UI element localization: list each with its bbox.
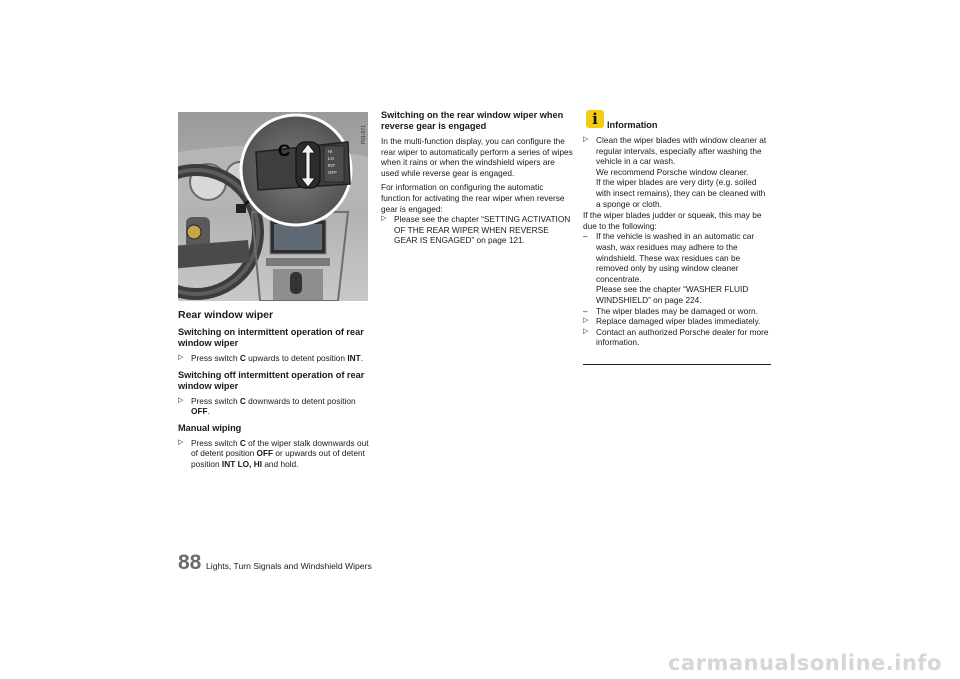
information-title: Information bbox=[607, 120, 658, 130]
stalk-label-off: OFF bbox=[328, 170, 337, 175]
subheading-manual-wiping: Manual wiping bbox=[178, 422, 242, 433]
paragraph-reverse-gear: In the multi-function display, you can configure the rear wiper to automatically perform a series of wipes when it rains or when the windshield wipers are used while reverse gear is engaged. bbox=[381, 136, 573, 178]
information-header bbox=[583, 110, 771, 132]
dashboard-figure bbox=[178, 112, 368, 301]
left-column bbox=[178, 309, 370, 470]
callout-c: C bbox=[278, 141, 291, 160]
figure-code: P01-071 bbox=[361, 125, 367, 144]
arrow-icon: ▷ bbox=[178, 438, 184, 446]
arrow-icon: ▷ bbox=[178, 354, 184, 361]
dash-icon: – bbox=[583, 231, 588, 242]
dashboard-illustration bbox=[178, 112, 368, 301]
watermark: carmanualsonline.info bbox=[668, 651, 942, 675]
stalk-label-int: INT bbox=[328, 163, 336, 168]
information-icon: i bbox=[586, 110, 604, 128]
page-number: 88 bbox=[178, 551, 202, 574]
stalk-label-lo: LO bbox=[328, 156, 335, 161]
info-step-clean: ▷ Clean the wiper blades with window cleaner at regular intervals, especially after washing the vehicle in a car wash. We recommend Porsche window cleaner. If the wiper blades are very dirty (e.g. soiled with insect remains), they can be cleaned with a sponge or cloth. bbox=[583, 135, 767, 209]
section-heading: Rear window wiper bbox=[178, 309, 274, 321]
information-box bbox=[583, 110, 771, 365]
subheading-on-intermittent: Switching on intermittent operation of rear window wiper bbox=[178, 327, 364, 348]
step-see-chapter: ▷ Please see the chapter “SETTING ACTIVATION OF THE REAR WIPER WHEN REVERSE GEAR IS ENGAGED” on page 121. bbox=[381, 214, 571, 246]
arrow-icon: ▷ bbox=[583, 327, 589, 335]
dash-icon: – bbox=[583, 305, 588, 316]
arrow-icon: ▷ bbox=[583, 136, 589, 143]
step-manual-wiping: ▷ Press switch C of the wiper stalk downwards out of detent position OFF or upwards out of detent position INT LO, HI and hold. bbox=[178, 437, 369, 469]
subheading-reverse-gear: Switching on the rear window wiper when reverse gear is engaged bbox=[381, 110, 564, 131]
step-on-intermittent: ▷ Press switch C upwards to detent position INT. bbox=[178, 353, 364, 363]
chapter-title: Lights, Turn Signals and Windshield Wipers bbox=[206, 561, 372, 571]
paragraph-configure: For information on configuring the automatic function for activating the rear wiper when reverse gear is engaged: bbox=[381, 182, 565, 214]
info-dash-carwash: – If the vehicle is washed in an automatic car wash, wax residues may adhere to the windshield. These wax residues can be removed only by using window cleaner concentrate. Please see the chapter “WASHER FLUID WINDSHIELD” on page 224. bbox=[583, 231, 755, 305]
info-dash-worn: – The wiper blades may be damaged or worn. bbox=[583, 305, 758, 316]
info-paragraph-judder: If the wiper blades judder or squeak, this may be due to the following: bbox=[583, 210, 762, 231]
step-off-intermittent: ▷ Press switch C downwards to detent position OFF. bbox=[178, 395, 356, 417]
arrow-icon: ▷ bbox=[178, 396, 184, 404]
stalk-label-hi: HI bbox=[328, 149, 333, 154]
info-step-contact: ▷ Contact an authorized Porsche dealer for more information. bbox=[583, 326, 769, 348]
info-step-replace: ▷ Replace damaged wiper blades immediately. bbox=[583, 316, 761, 327]
middle-column bbox=[381, 110, 573, 246]
arrow-icon: ▷ bbox=[381, 215, 387, 223]
arrow-icon: ▷ bbox=[583, 317, 589, 325]
subheading-off-intermittent: Switching off intermittent operation of rear window wiper bbox=[178, 369, 365, 391]
